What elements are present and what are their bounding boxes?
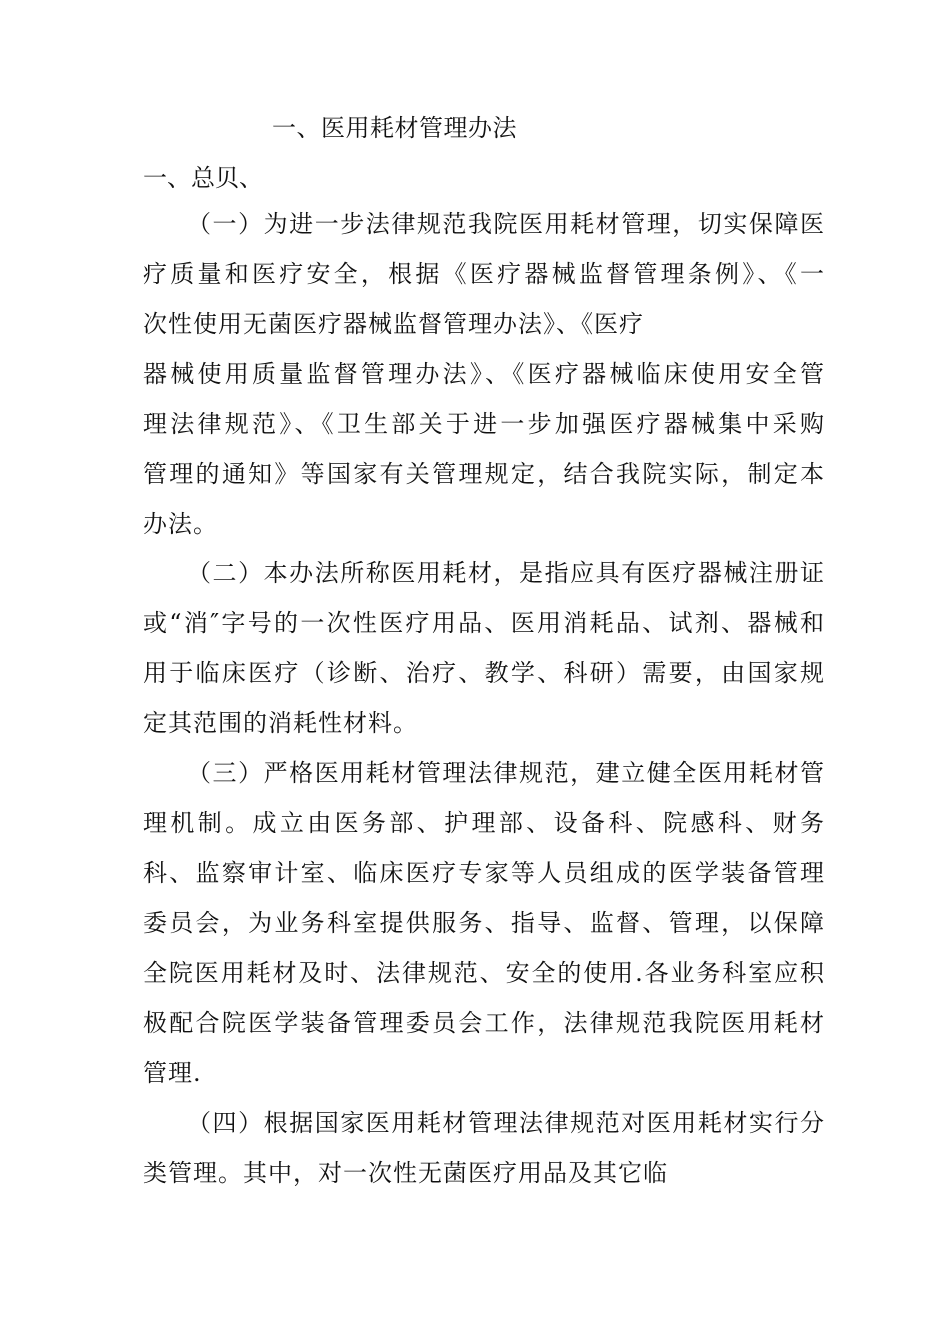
paragraph-line: 管理的通知》等国家有关管理规定，结合我院实际，制定本 [143, 460, 825, 488]
paragraph-line: 委员会，为业务科室提供服务、指导、监督、管理，以保障 [143, 909, 825, 937]
paragraph-line: 理法律规范》、《卫生部关于进一步加强医疗器械集中采购 [143, 410, 825, 438]
paragraph-line: （三）严格医用耗材管理法律规范，建立健全医用耗材管 [187, 759, 825, 787]
section-heading: 一、总贝、 [143, 164, 263, 192]
paragraph-line: 疗质量和医疗安全，根据《医疗器械监督管理条例》、《一 [143, 260, 825, 288]
paragraph-line: 全院医用耗材及时、法律规范、安全的使用.各业务科室应积 [143, 959, 825, 987]
paragraph-line: 定其范围的消耗性材料。 [143, 709, 418, 737]
paragraph-line: 或“消″字号的一次性医疗用品、医用消耗品、试剂、器械和 [143, 609, 825, 637]
paragraph-line: 理机制。成立由医务部、护理部、设备科、院感科、财务 [143, 809, 825, 837]
paragraph-line: （二）本办法所称医用耗材，是指应具有医疗器械注册证 [187, 559, 825, 587]
paragraph-line: 办法。 [143, 510, 218, 538]
paragraph-1 [143, 199, 825, 549]
paragraph-4 [143, 1098, 825, 1198]
paragraph-line: 类管理。其中，对一次性无菌医疗用品及其它临 [143, 1159, 668, 1187]
paragraph-line: 管理. [143, 1059, 202, 1087]
paragraph-line: （一）为进一步法律规范我院医用耗材管理，切实保障医 [187, 210, 825, 238]
paragraph-line: 极配合院医学装备管理委员会工作，法律规范我院医用耗材 [143, 1009, 825, 1037]
paragraph-line: 器械使用质量监督管理办法》、《医疗器械临床使用安全管 [143, 360, 825, 388]
paragraph-line: 用于临床医疗（诊断、治疗、教学、科研）需要，由国家规 [143, 659, 825, 687]
paragraph-line: （四）根据国家医用耗材管理法律规范对医用耗材实行分 [187, 1109, 825, 1137]
paragraph-line: 次性使用无菌医疗器械监督管理办法》、《医疗 [143, 310, 644, 338]
paragraph-3 [143, 748, 825, 1098]
document-title: 一、医用耗材管理办法 [272, 114, 517, 142]
paragraph-2 [143, 548, 825, 748]
paragraph-line: 科、监察审计室、临床医疗专家等人员组成的医学装备管理 [143, 859, 825, 887]
